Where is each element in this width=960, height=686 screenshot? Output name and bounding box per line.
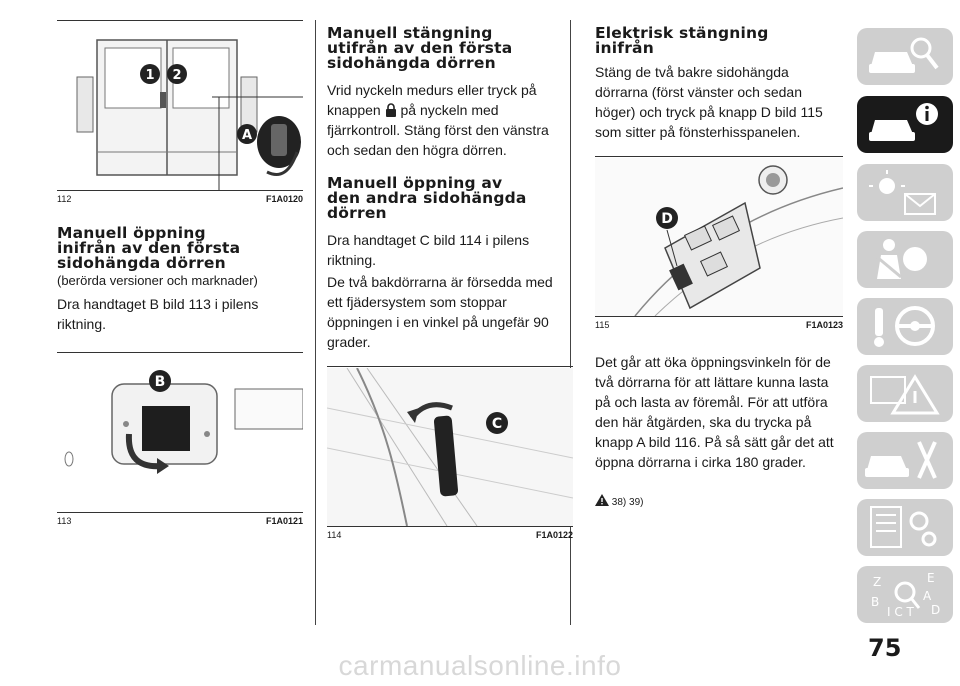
- tab-technical-data[interactable]: [857, 499, 953, 556]
- svg-text:A: A: [923, 589, 932, 603]
- svg-text:B: B: [871, 595, 880, 609]
- figure-caption: [57, 194, 303, 206]
- marker-d: D: [661, 211, 673, 227]
- figure-114-handle-c: [327, 368, 573, 531]
- warning-reference: 38) 39): [595, 494, 643, 508]
- figure-top-rule: [57, 20, 303, 21]
- alphabetical-index-icon: [857, 566, 953, 623]
- car-search-icon: [857, 28, 953, 85]
- figure-number: 114: [327, 530, 342, 540]
- paragraph: De två bakdörrarna är försedda med ett fjädersystem som stoppar öppningen i en vinkel på ungefär 90 grader.: [327, 274, 553, 350]
- button-d-illustration: [595, 158, 843, 316]
- tab-maintenance[interactable]: [857, 432, 953, 489]
- figure-top-rule: [327, 366, 573, 367]
- paragraph: Dra handtaget B bild 113 i pilens riktning.: [57, 296, 259, 332]
- svg-text:E: E: [927, 571, 935, 585]
- figure-number: 115: [595, 320, 610, 330]
- tab-starting-driving[interactable]: [857, 298, 953, 355]
- marker-2: 2: [172, 68, 182, 83]
- handle-b-illustration: [57, 354, 303, 512]
- van-rear-illustration: [57, 22, 303, 190]
- steering-wheel-icon: [857, 298, 953, 355]
- figure-top-rule: [595, 156, 843, 157]
- section-heading: Manuell öppning inifrån av den första sidohängda dörren: [57, 224, 241, 272]
- handle-c-illustration: [327, 368, 573, 526]
- figure-caption: [57, 516, 303, 528]
- figure-bottom-rule: [595, 316, 843, 317]
- figure-112-van-rear: [57, 22, 303, 195]
- figure-115-window-panel: [595, 158, 843, 321]
- section-heading: Elektrisk stängning inifrån: [595, 24, 769, 57]
- svg-text:D: D: [931, 603, 941, 617]
- svg-text:Z: Z: [873, 575, 882, 589]
- figure-bottom-rule: [327, 526, 573, 527]
- tab-car-search[interactable]: [857, 28, 953, 85]
- safety-airbag-icon: [857, 231, 953, 288]
- paragraph: Vrid nyckeln medurs eller tryck på knappen på nyckeln med fjärrkontroll. Stäng först den vänstra och sedan den högra dörren.: [327, 82, 549, 158]
- figure-number: 112: [57, 194, 72, 204]
- tab-safety[interactable]: [857, 231, 953, 288]
- column-divider: [315, 20, 316, 625]
- watermark: carmanualsonline.info: [338, 650, 622, 681]
- figure-code: F1A0123: [805, 320, 843, 330]
- figure-top-rule: [57, 352, 303, 353]
- lock-icon: [385, 102, 397, 116]
- figure-bottom-rule: [57, 512, 303, 513]
- section-heading: Manuell stängning utifrån av den första sidohängda dörren: [327, 24, 513, 72]
- marker-1: 1: [145, 68, 155, 83]
- tab-index[interactable]: [857, 566, 953, 623]
- warning-lights-icon: [857, 164, 953, 221]
- tab-emergency[interactable]: [857, 365, 953, 422]
- figure-code: F1A0120: [265, 194, 303, 204]
- figure-113-handle: [57, 354, 303, 517]
- figure-caption: [595, 320, 843, 332]
- page-number: 75: [868, 634, 902, 662]
- road-warning-icon: [857, 365, 953, 422]
- section-heading: Manuell öppning av den andra sidohängda dörren: [327, 174, 527, 222]
- figure-code: F1A0121: [265, 516, 303, 526]
- figure-number: 113: [57, 516, 72, 526]
- paragraph: Det går att öka öppningsvinkeln för de två dörrarna för att lättare kunna lasta på och lasta av föremål. För att utföra den här åtgärden, ska du trycka på knapp A bild 116. På så sätt går det att öppna dörrarna i cirka 180 grader.: [595, 354, 834, 470]
- marker-a: A: [241, 128, 253, 143]
- tab-warning-lights[interactable]: [857, 164, 953, 221]
- section-subheading: (berörda versioner och marknader): [57, 273, 258, 288]
- figure-bottom-rule: [57, 190, 303, 191]
- svg-text:I C T: I C T: [887, 605, 914, 619]
- figure-caption: [327, 530, 573, 542]
- paragraph: Dra handtaget C bild 114 i pilens riktning.: [327, 232, 530, 268]
- car-tools-icon: [857, 432, 953, 489]
- technical-data-icon: [857, 499, 953, 556]
- car-info-icon: [857, 96, 953, 153]
- warning-triangle-icon: [595, 494, 609, 506]
- tab-car-info[interactable]: [857, 96, 953, 153]
- figure-code: F1A0122: [535, 530, 573, 540]
- paragraph: Stäng de två bakre sidohängda dörrarna (först vänster och sedan höger) och tryck på knapp D bild 115 som sitter på fönsterhisspanelen.: [595, 64, 823, 140]
- marker-c: C: [491, 416, 503, 432]
- marker-b: B: [154, 374, 166, 390]
